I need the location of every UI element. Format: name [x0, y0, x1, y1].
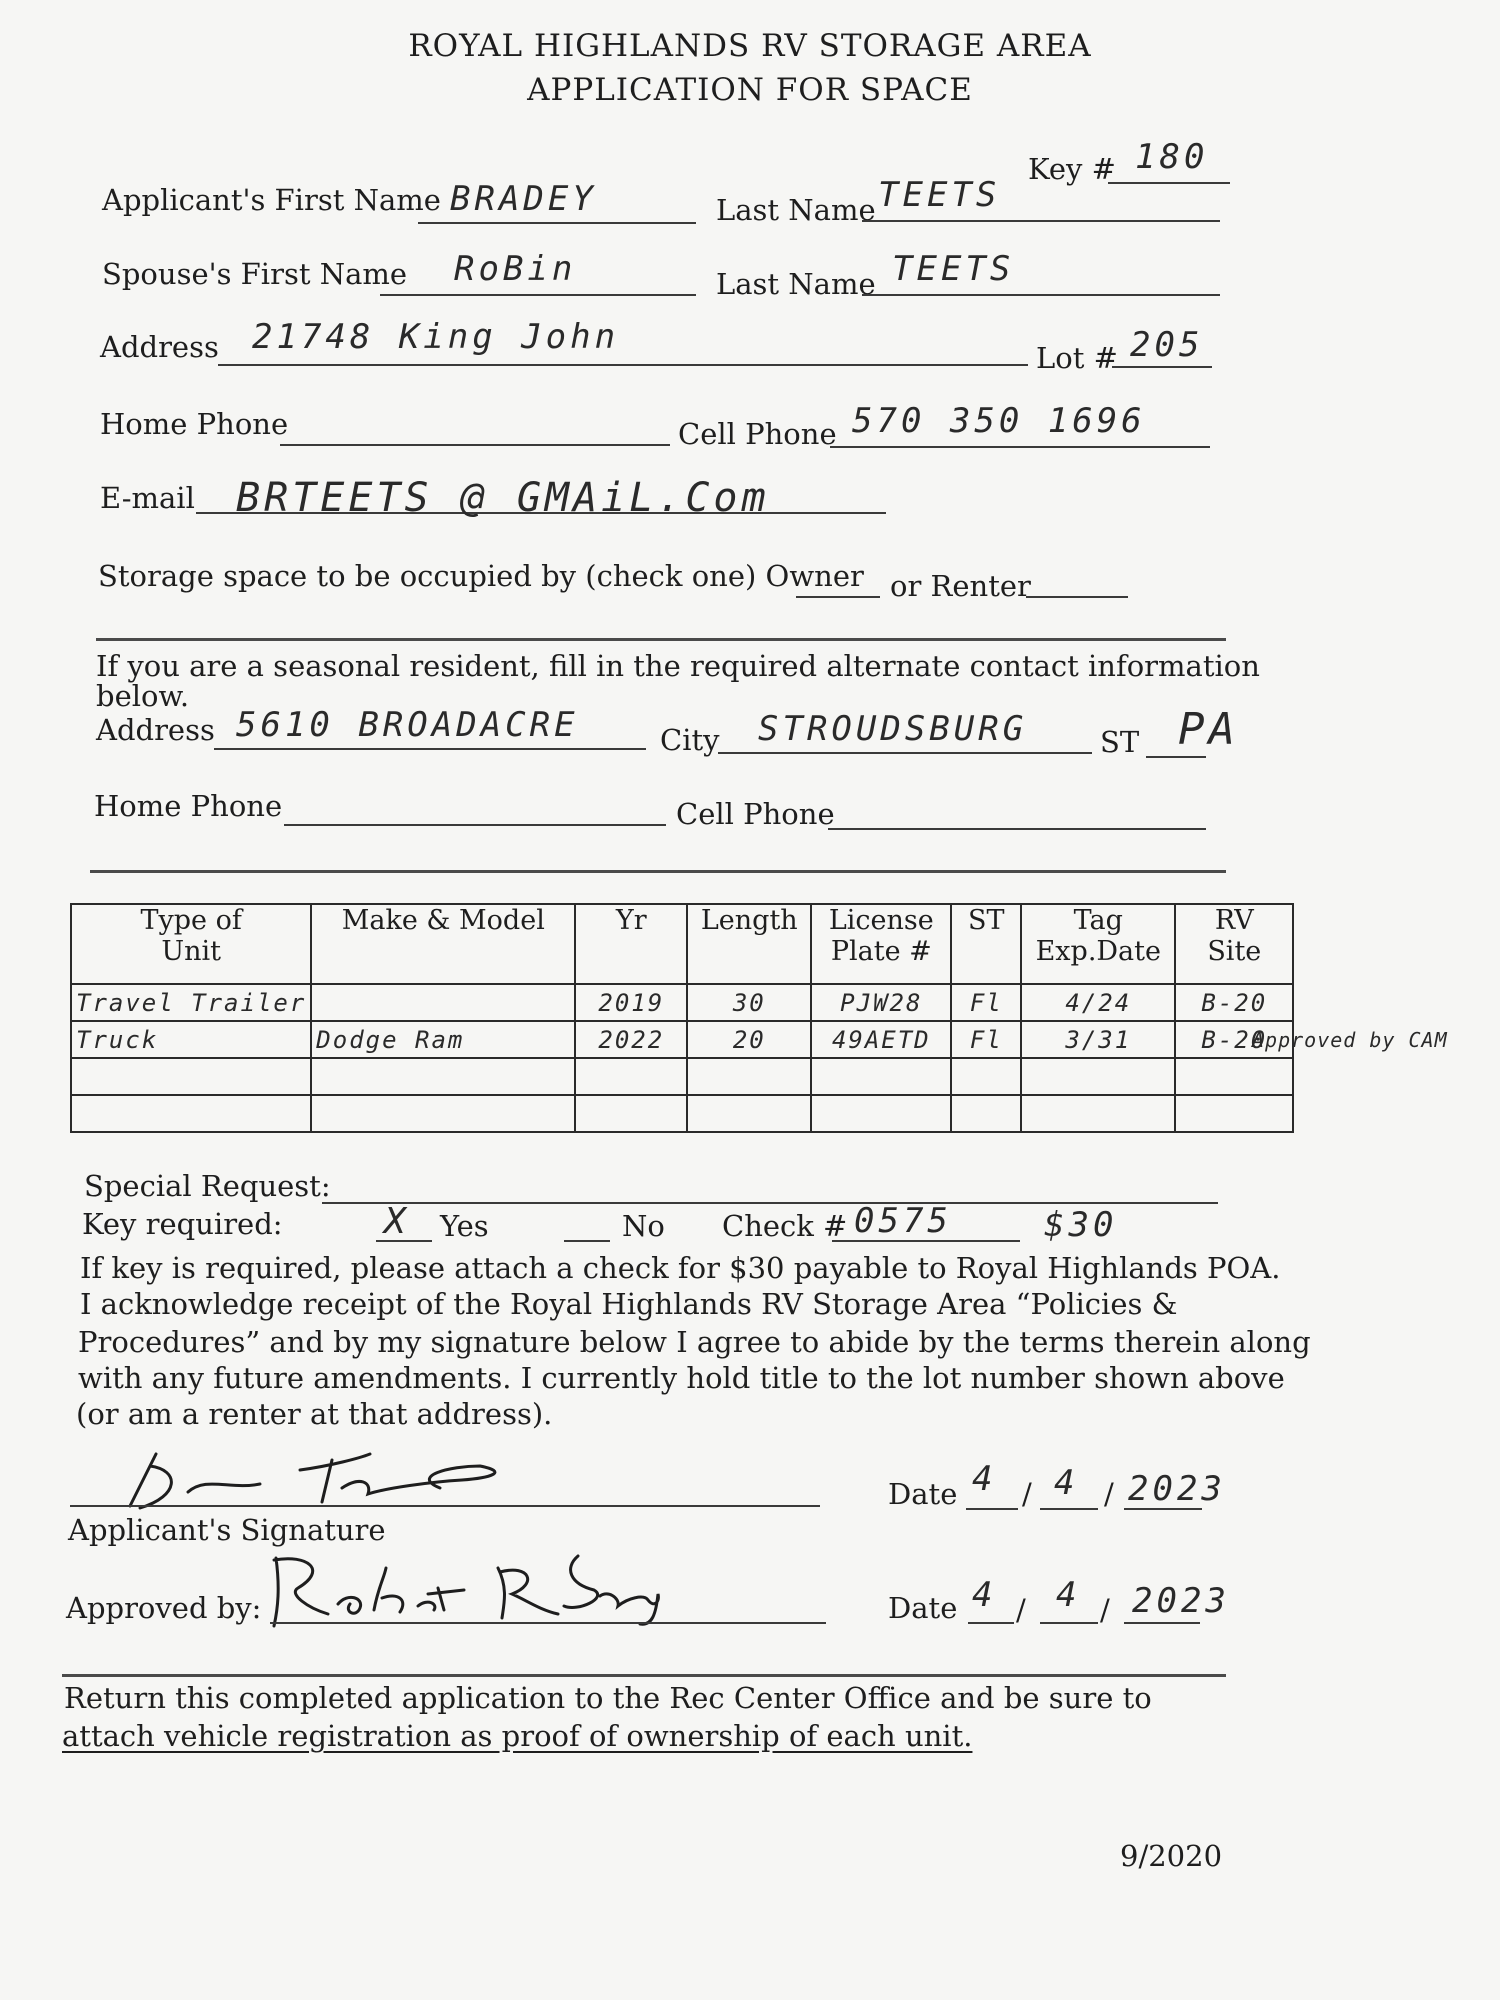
spouse-first-name-label: Spouse's First Name [102, 257, 408, 291]
empty-cell[interactable] [951, 1058, 1021, 1095]
empty-cell[interactable] [1021, 1058, 1175, 1095]
key-yes-label: Yes [440, 1209, 489, 1243]
approved-by-line[interactable] [270, 1622, 826, 1624]
cell-phone-value[interactable]: 570 350 1696 [852, 401, 1146, 441]
empty-cell[interactable] [575, 1095, 687, 1132]
approver-signature-image [268, 1548, 688, 1628]
lot-number-label: Lot # [1036, 341, 1118, 375]
col-state-header: ST [951, 904, 1021, 984]
applicant-signature-label: Applicant's Signature [68, 1513, 386, 1547]
table-row [71, 1021, 1293, 1058]
date-separator: / [1016, 1593, 1026, 1627]
address-value[interactable]: 21748 King John [252, 317, 620, 357]
col-make-header: Make & Model [311, 904, 575, 984]
empty-cell[interactable] [1175, 1095, 1293, 1132]
col-tag-header: Tag Exp.Date [1021, 904, 1175, 984]
empty-cell[interactable] [811, 1095, 951, 1132]
col-plate-header: License Plate # [811, 904, 951, 984]
empty-cell[interactable] [71, 1058, 311, 1095]
home-phone-line[interactable] [280, 444, 670, 446]
unit-site-cell[interactable]: B-20 [1175, 1021, 1293, 1058]
check-number-value[interactable]: 0575 [854, 1201, 952, 1241]
check-number-label: Check # [722, 1209, 848, 1243]
renter-check-line[interactable] [1026, 596, 1128, 598]
unit-make-cell[interactable] [311, 984, 575, 1021]
col-type-header: Type of Unit [71, 904, 311, 984]
return-instructions-line2: attach vehicle registration as proof of ownership of each unit. [62, 1719, 973, 1753]
approval-side-note: Approved by CAM [1252, 1028, 1448, 1052]
approved-date-day[interactable]: 4 [1056, 1575, 1081, 1615]
form-version: 9/2020 [1120, 1839, 1223, 1873]
applicant-first-name-value[interactable]: BRADEY [450, 179, 597, 219]
owner-check-line[interactable] [796, 596, 880, 598]
applicant-date-month-line [966, 1508, 1018, 1510]
applicant-date-day[interactable]: 4 [1054, 1463, 1079, 1503]
approved-date-year-line [1124, 1622, 1200, 1624]
unit-type-cell[interactable]: Truck [71, 1021, 311, 1058]
policy-text-line4: with any future amendments. I currently hold title to the lot number shown above [78, 1361, 1285, 1395]
key-required-label: Key required: [82, 1207, 283, 1241]
unit-plate-cell[interactable]: 49AETD [811, 1021, 951, 1058]
check-amount-value[interactable]: $30 [1044, 1205, 1118, 1245]
col-year-header: Yr [575, 904, 687, 984]
unit-make-cell[interactable]: Dodge Ram [311, 1021, 575, 1058]
unit-tag-cell[interactable]: 4/24 [1021, 984, 1175, 1021]
unit-length-cell[interactable]: 20 [687, 1021, 811, 1058]
email-value[interactable]: BRTEETS @ GMAiL.Com [236, 475, 770, 521]
address-line [218, 364, 1028, 366]
table-row [71, 1095, 1293, 1132]
seasonal-home-phone-line[interactable] [284, 824, 666, 826]
seasonal-intro-line1: If you are a seasonal resident, fill in the required alternate contact information [96, 649, 1260, 683]
date-separator: / [1022, 1477, 1032, 1511]
applicant-signature-line[interactable] [70, 1505, 820, 1507]
spouse-first-name-line [380, 294, 696, 296]
empty-cell[interactable] [687, 1058, 811, 1095]
unit-type-cell[interactable]: Travel Trailer [71, 984, 311, 1021]
section-divider-3 [62, 1674, 1226, 1677]
empty-cell[interactable] [71, 1095, 311, 1132]
applicant-date-day-line [1040, 1508, 1098, 1510]
unit-plate-cell[interactable]: PJW28 [811, 984, 951, 1021]
seasonal-state-line [1146, 756, 1206, 758]
policy-text-line1: If key is required, please attach a check for $30 payable to Royal Highlands POA. [80, 1251, 1281, 1285]
lot-number-line [1112, 366, 1212, 368]
key-number-line [1108, 182, 1230, 184]
policy-text-line3: Procedures” and by my signature below I agree to abide by the terms therein along [78, 1325, 1311, 1359]
table-row [71, 1058, 1293, 1095]
unit-year-cell[interactable]: 2019 [575, 984, 687, 1021]
empty-cell[interactable] [1175, 1058, 1293, 1095]
unit-state-cell[interactable]: Fl [951, 1021, 1021, 1058]
seasonal-city-line [718, 752, 1092, 754]
unit-year-cell[interactable]: 2022 [575, 1021, 687, 1058]
section-divider-1 [96, 638, 1226, 641]
applicant-first-name-label: Applicant's First Name [102, 183, 441, 217]
special-request-label: Special Request: [84, 1169, 331, 1203]
key-number-value[interactable]: 180 [1135, 137, 1209, 177]
home-phone-label: Home Phone [100, 407, 289, 441]
approved-date-month[interactable]: 4 [972, 1575, 997, 1615]
unit-site-cell[interactable]: B-20 [1175, 984, 1293, 1021]
seasonal-address-line [214, 748, 646, 750]
col-site-header: RV Site [1175, 904, 1293, 984]
form-title-line2: APPLICATION FOR SPACE [527, 72, 973, 108]
policy-text-line5: (or am a renter at that address). [76, 1397, 553, 1431]
empty-cell[interactable] [1021, 1095, 1175, 1132]
date-separator: / [1104, 1477, 1114, 1511]
seasonal-cell-phone-line[interactable] [828, 828, 1206, 830]
unit-state-cell[interactable]: Fl [951, 984, 1021, 1021]
spouse-last-name-value[interactable]: TEETS [892, 249, 1015, 289]
unit-length-cell[interactable]: 30 [687, 984, 811, 1021]
applicant-date-label: Date [888, 1477, 958, 1511]
occupancy-renter-label: or Renter [890, 569, 1031, 603]
key-no-label: No [622, 1209, 665, 1243]
applicant-date-year[interactable]: 2023 [1128, 1469, 1226, 1509]
applicant-last-name-value[interactable]: TEETS [878, 175, 1001, 215]
seasonal-city-value[interactable]: STROUDSBURG [758, 709, 1028, 749]
col-length-header: Length [687, 904, 811, 984]
unit-tag-cell[interactable]: 3/31 [1021, 1021, 1175, 1058]
return-instructions-line1: Return this completed application to the Rec Center Office and be sure to [64, 1681, 1152, 1715]
seasonal-state-label: ST [1100, 725, 1140, 759]
date-separator: / [1100, 1593, 1110, 1627]
email-label: E-mail [100, 481, 195, 515]
key-number-label: Key # [1028, 152, 1116, 186]
approved-date-day-line [1040, 1622, 1098, 1624]
spouse-last-name-label: Last Name [716, 267, 876, 301]
approved-date-month-line [968, 1622, 1014, 1624]
empty-cell[interactable] [311, 1058, 575, 1095]
empty-cell[interactable] [811, 1058, 951, 1095]
seasonal-address-label: Address [96, 713, 215, 747]
approved-by-label: Approved by: [66, 1591, 262, 1625]
address-label: Address [100, 330, 219, 364]
seasonal-intro-line2: below. [96, 679, 190, 713]
seasonal-city-label: City [660, 723, 720, 757]
special-request-line[interactable] [322, 1202, 1218, 1204]
empty-cell[interactable] [687, 1095, 811, 1132]
table-row [71, 984, 1293, 1021]
spouse-last-name-line [862, 294, 1220, 296]
units-table-header [71, 904, 1293, 984]
applicant-last-name-line [862, 220, 1220, 222]
cell-phone-label: Cell Phone [678, 417, 837, 451]
occupancy-owner-label: Storage space to be occupied by (check one) Owner [98, 559, 864, 593]
applicant-first-name-line [418, 222, 696, 224]
empty-cell[interactable] [311, 1095, 575, 1132]
seasonal-cell-phone-label: Cell Phone [676, 797, 835, 831]
applicant-date-month[interactable]: 4 [972, 1459, 997, 1499]
applicant-last-name-label: Last Name [716, 193, 876, 227]
lot-number-value[interactable]: 205 [1130, 325, 1204, 365]
units-table [70, 903, 1294, 1133]
approved-date-year[interactable]: 2023 [1132, 1581, 1230, 1621]
form-title-line1: ROYAL HIGHLANDS RV STORAGE AREA [408, 28, 1092, 64]
seasonal-address-value[interactable]: 5610 BROADACRE [236, 705, 579, 745]
section-divider-2 [90, 870, 1226, 873]
approved-date-label: Date [888, 1591, 958, 1625]
empty-cell[interactable] [575, 1058, 687, 1095]
spouse-first-name-value[interactable]: RoBin [454, 249, 577, 289]
empty-cell[interactable] [951, 1095, 1021, 1132]
seasonal-state-value[interactable]: PA [1178, 704, 1239, 755]
policy-text-line2: I acknowledge receipt of the Royal Highlands RV Storage Area “Policies & [80, 1287, 1178, 1321]
key-no-line[interactable] [564, 1240, 610, 1242]
key-yes-mark[interactable]: X [384, 1201, 410, 1242]
cell-phone-line [830, 446, 1210, 448]
seasonal-home-phone-label: Home Phone [94, 789, 283, 823]
